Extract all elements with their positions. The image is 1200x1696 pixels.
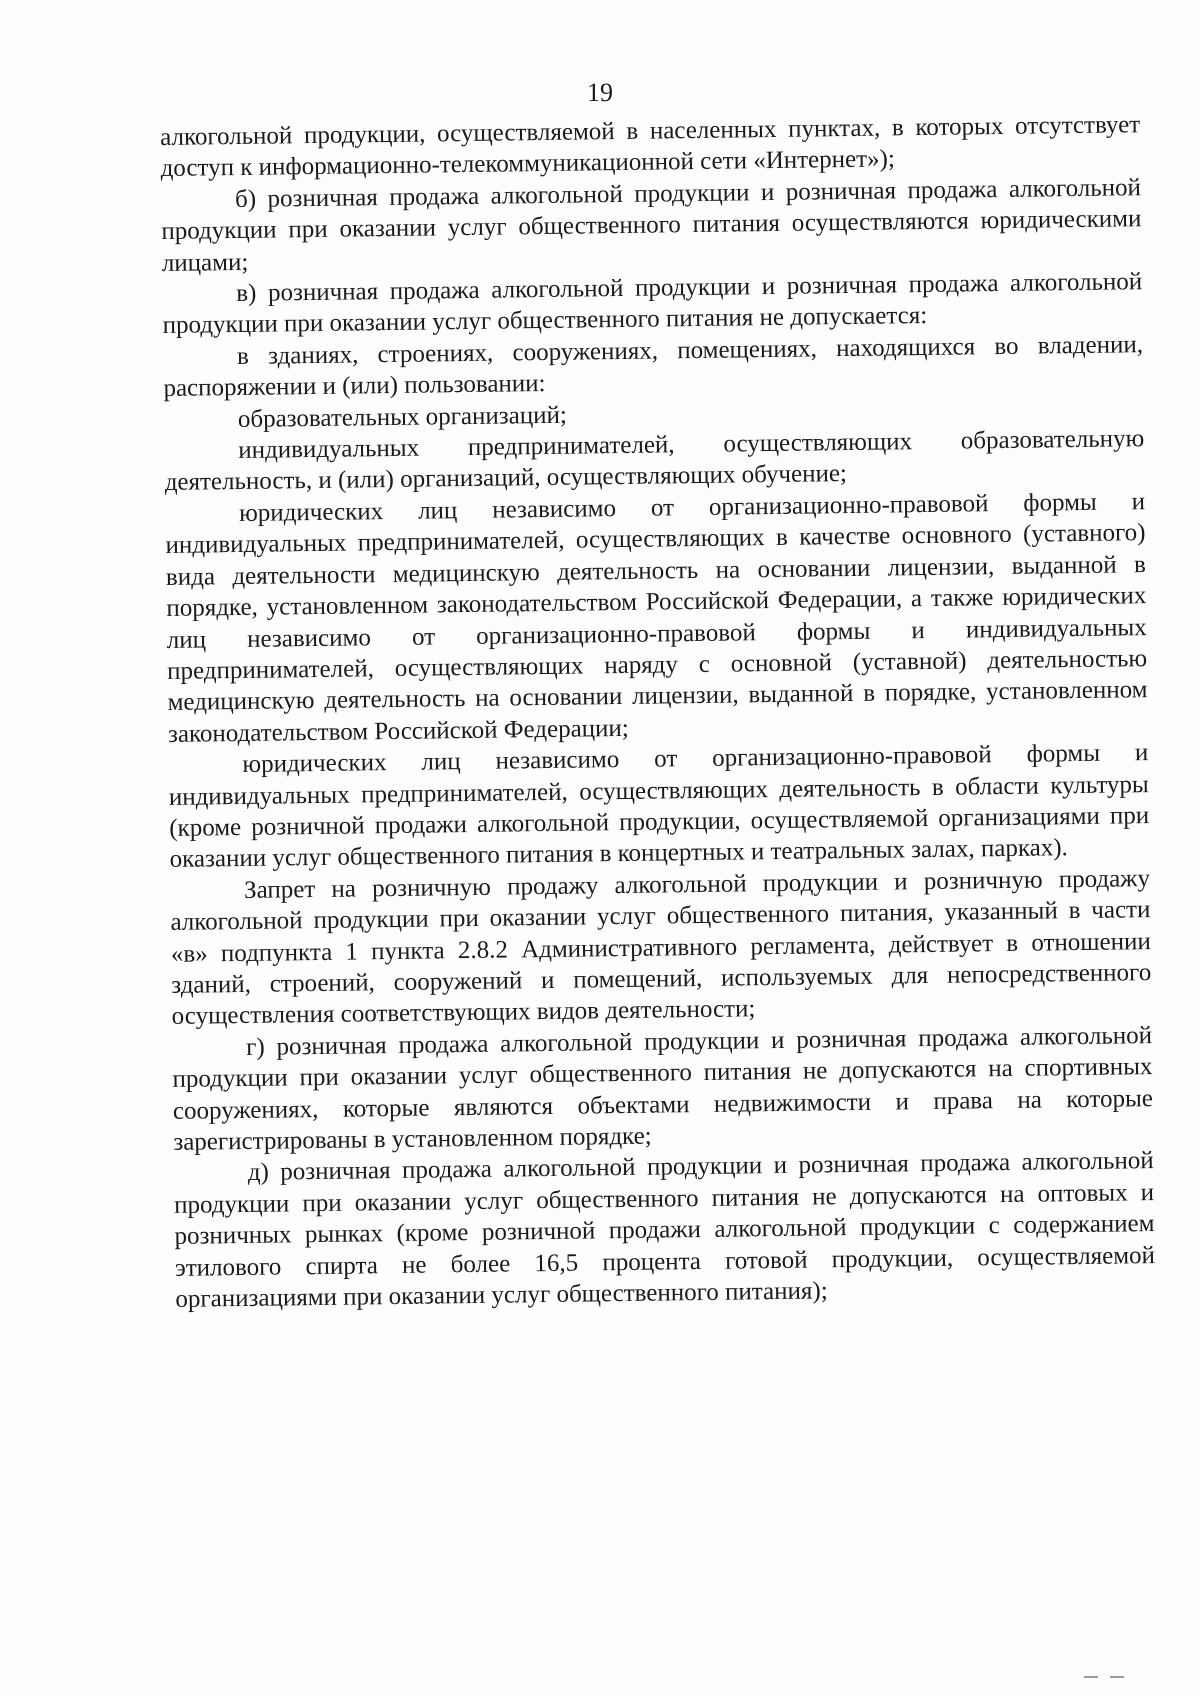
scan-mark [1110, 1676, 1124, 1678]
paragraph-entrepreneurs-education: индивидуальных предпринимателей, осуществляющих образовательную деятельность, и (или) организаций, осуществляющих обучение; [164, 425, 1145, 497]
paragraph-educational-orgs: образовательных организаций; [237, 401, 568, 433]
paragraph-item-g: г) розничная продажа алкогольной продукции и розничная продажа алкогольной продукции при оказании услуг общественного питания не допускаются на спортивных сооружениях, которые являются объектами недвижимости и права на которые зарегистрированы в установленном порядке; [172, 1021, 1154, 1156]
paragraph-buildings: в зданиях, строениях, сооружениях, помещениях, находящихся во владении, распоряжении и (или) пользовании: [163, 330, 1144, 403]
page-number: 19 [587, 78, 613, 107]
paragraph-prohibition: Запрет на розничную продажу алкогольной продукции и розничную продажу алкогольной продукции при оказании услуг общественного питания, указанный в части «в» подпункта 1 пункта 2.8.2 Административного регламента, действует в отношении зданий, строений, сооружений и помещений, используемых для непосредственного осуществления соответствующих видов деятельности; [170, 864, 1152, 1031]
document-body [160, 109, 1156, 1315]
paragraph-item-b: б) розничная продажа алкогольной продукции и розничная продажа алкогольной продукции при оказании услуг общественного питания осуществляются юридическими лицами; [161, 173, 1142, 277]
paragraph-item-d: д) розничная продажа алкогольной продукции и розничная продажа алкогольной продукции при оказании услуг общественного питания не допускаются на оптовых и розничных рынках (кроме розничной продажи алкогольной продукции с содержанием этилового спирта не более 16,5 процента готовой продукции, осуществляемой организациями при оказании услуг общественного питания); [174, 1147, 1156, 1313]
paragraph-medical: юридических лиц независимо от организационно-правовой формы и индивидуальных предпринимателей, осуществляющих в качестве основного (уставного) вида деятельности медицинскую деятельность на основании лицензии, выданной в порядке, установленном законодательством Российской Федерации, а также юридических лиц независимо от организационно-правовой формы и индивидуальных предпринимателей, осуществляющих наряду с основной (уставной) деятельностью медицинскую деятельность на основании лицензии, выданной в порядке, установленном законодательством Российской Федерации; [165, 488, 1148, 748]
paragraph-item-v: в) розничная продажа алкогольной продукции и розничная продажа алкогольной продукции при оказании услуг общественного питания не допускается: [162, 268, 1143, 340]
paragraph-culture: юридических лиц независимо от организационно-правовой формы и индивидуальных предпринимателей, осуществляющих деятельность в области культуры (кроме розничной продажи алкогольной продукции, осуществляемой организациями при оказании услуг общественного питания в концертных и театральных залах, парках). [168, 739, 1150, 874]
scan-mark [1084, 1676, 1098, 1678]
paragraph-continuation: алкогольной продукции, осуществляемой в населенных пунктах, в которых отсутствует доступ к информационно-телекоммуникационной сети «Интернет»); [160, 111, 1141, 183]
